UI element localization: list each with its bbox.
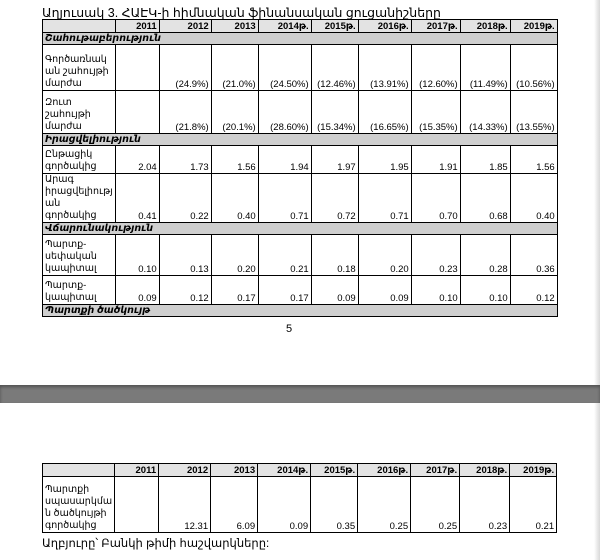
value-cell: 0.09	[258, 477, 311, 533]
year-header-cell: 2014թ.	[258, 20, 311, 33]
value-cell: 0.17	[258, 276, 311, 305]
row-label: Պարտքի սպասարկմա ն ծածկույթի գործակից	[43, 477, 115, 533]
value-cell: 0.35	[311, 477, 358, 533]
section-label: Շահութաբերություն	[43, 33, 558, 45]
value-cell: 0.40	[510, 174, 557, 223]
value-cell: 0.71	[358, 174, 411, 223]
row-label: Արագ իրացվելիությ ան գործակից	[43, 174, 116, 223]
section-row-debt-service	[43, 305, 558, 317]
table-row-quick-ratio	[43, 174, 558, 223]
page-number: 5	[286, 323, 293, 335]
value-cell: 0.41	[115, 174, 159, 223]
value-cell: 0.25	[358, 477, 411, 533]
section-label: Վճարունակություն	[43, 223, 558, 235]
value-cell: 0.72	[311, 174, 358, 223]
year-header-cell: 2016թ.	[358, 20, 411, 33]
value-cell: 1.56	[211, 146, 258, 174]
section-label: Իրացվելիություն	[43, 134, 558, 146]
value-cell: (16.65%)	[358, 91, 411, 134]
value-cell: 0.21	[258, 235, 311, 276]
value-cell: 0.23	[460, 477, 510, 533]
section-label: Պարտքի ծածկույթ	[43, 305, 558, 317]
row-label: Պարտք-կապիտալ	[43, 276, 116, 305]
value-cell: 0.10	[411, 276, 460, 305]
value-cell: 0.17	[211, 276, 258, 305]
row-label: Ընթացիկ գործակից	[43, 146, 116, 174]
value-cell: (28.60%)	[258, 91, 311, 134]
year-header-cell: 2017թ.	[411, 464, 460, 477]
header-blank-cell	[43, 20, 116, 33]
value-cell	[115, 91, 159, 134]
value-cell: (11.49%)	[460, 45, 510, 91]
year-header-cell: 2019թ.	[510, 464, 557, 477]
year-header-cell: 2012	[159, 464, 211, 477]
value-cell: 0.28	[460, 235, 510, 276]
value-cell: 0.20	[211, 235, 258, 276]
section-row-leverage	[43, 223, 558, 235]
value-cell: 0.68	[460, 174, 510, 223]
debt-service-table	[42, 463, 557, 533]
year-header-cell: 2015թ.	[311, 464, 358, 477]
value-cell: (24.50%)	[258, 45, 311, 91]
header-blank-cell	[43, 464, 115, 477]
value-cell: 0.71	[258, 174, 311, 223]
year-header-cell: 2014թ.	[258, 464, 311, 477]
section-row-liquidity	[43, 134, 558, 146]
year-header-row	[43, 464, 557, 477]
value-cell: 1.91	[411, 146, 460, 174]
table-row-debt-capital	[43, 276, 558, 305]
value-cell: 0.70	[411, 174, 460, 223]
value-cell: (20.1%)	[211, 91, 258, 134]
year-header-cell: 2011	[115, 20, 159, 33]
value-cell: 0.21	[510, 477, 557, 533]
value-cell: 2.04	[115, 146, 159, 174]
value-cell: 0.12	[510, 276, 557, 305]
value-cell: 6.09	[211, 477, 258, 533]
value-cell: 1.56	[510, 146, 557, 174]
table-title: Աղյուսակ 3. ՀԱԷԿ-ի հիմնական ֆինանսական ցուցանիշները	[42, 6, 441, 20]
value-cell: 1.94	[258, 146, 311, 174]
value-cell: 0.18	[311, 235, 358, 276]
value-cell: (15.34%)	[311, 91, 358, 134]
financial-indicators-table	[42, 19, 558, 317]
year-header-row	[43, 20, 558, 33]
value-cell: 0.22	[159, 174, 211, 223]
value-cell: 1.85	[460, 146, 510, 174]
value-cell: (12.60%)	[411, 45, 460, 91]
value-cell: (24.9%)	[159, 45, 211, 91]
value-cell: 0.09	[115, 276, 159, 305]
value-cell: 0.40	[211, 174, 258, 223]
year-header-cell: 2018թ.	[460, 20, 510, 33]
year-header-cell: 2013	[211, 20, 258, 33]
row-label: Պարտք-սեփական կապիտալ	[43, 235, 116, 276]
table-row-net-margin	[43, 91, 558, 134]
document-page-2	[0, 403, 600, 560]
page-separator	[0, 385, 600, 403]
table-row-current-ratio	[43, 146, 558, 174]
value-cell: (14.33%)	[460, 91, 510, 134]
page-edge-shade	[594, 403, 600, 560]
value-cell: (13.55%)	[510, 91, 557, 134]
year-header-cell: 2019թ.	[510, 20, 557, 33]
year-header-cell: 2016թ.	[358, 464, 411, 477]
value-cell: (21.0%)	[211, 45, 258, 91]
value-cell: 0.09	[311, 276, 358, 305]
year-header-cell: 2018թ.	[460, 464, 510, 477]
row-label: Զուտ շահույթի մարժա	[43, 91, 116, 134]
value-cell: 0.36	[510, 235, 557, 276]
year-header-cell: 2013	[211, 464, 258, 477]
value-cell: 0.25	[411, 477, 460, 533]
value-cell: 0.13	[159, 235, 211, 276]
year-header-cell: 2017թ.	[411, 20, 460, 33]
value-cell: (10.56%)	[510, 45, 557, 91]
value-cell: 0.10	[115, 235, 159, 276]
year-header-cell: 2012	[159, 20, 211, 33]
year-header-cell: 2015թ.	[311, 20, 358, 33]
value-cell: 0.23	[411, 235, 460, 276]
source-note: Աղբյուրը՝ Բանկի թիմի հաշվարկները:	[42, 538, 270, 550]
value-cell: 12.31	[159, 477, 211, 533]
value-cell: 1.97	[311, 146, 358, 174]
value-cell: (12.46%)	[311, 45, 358, 91]
value-cell	[115, 477, 159, 533]
value-cell: (15.35%)	[411, 91, 460, 134]
value-cell: 0.10	[460, 276, 510, 305]
value-cell: (21.8%)	[159, 91, 211, 134]
table-row-dscr	[43, 477, 557, 533]
value-cell: 0.09	[358, 276, 411, 305]
value-cell: 0.12	[159, 276, 211, 305]
year-header-cell: 2011	[115, 464, 159, 477]
page-edge-shade	[594, 0, 600, 385]
value-cell: 1.95	[358, 146, 411, 174]
table-row-debt-equity	[43, 235, 558, 276]
section-row-profitability	[43, 33, 558, 45]
value-cell: (13.91%)	[358, 45, 411, 91]
value-cell: 1.73	[159, 146, 211, 174]
value-cell: 0.20	[358, 235, 411, 276]
row-label: Գործառնակ ան շահույթի մարժա	[43, 45, 116, 91]
value-cell	[115, 45, 159, 91]
table-row-gross-margin	[43, 45, 558, 91]
